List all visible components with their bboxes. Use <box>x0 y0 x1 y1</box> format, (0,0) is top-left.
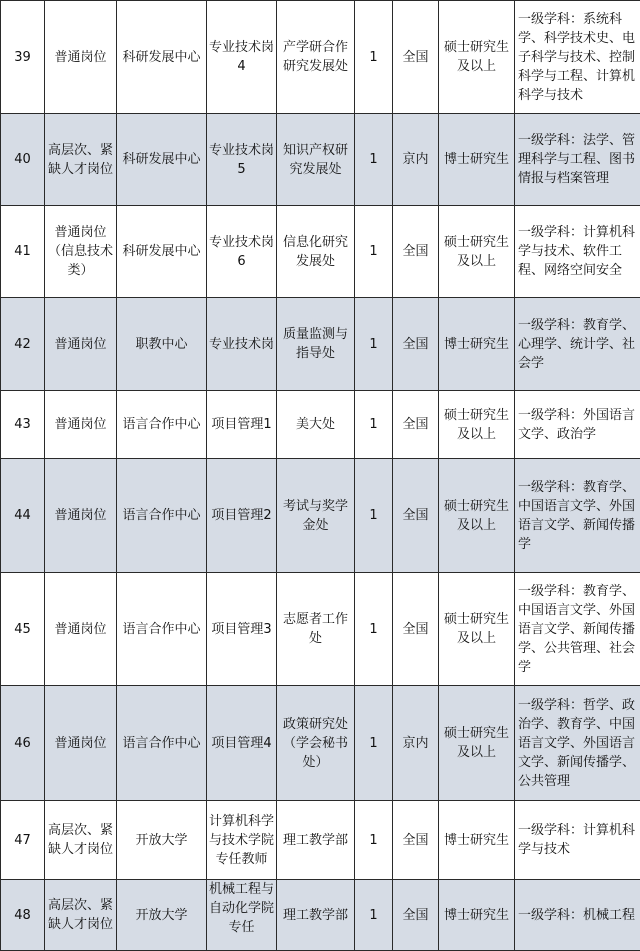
cell-scope: 全国 <box>393 298 439 391</box>
table-row <box>1 459 640 573</box>
table-row <box>1 686 640 801</box>
cell-office: 质量监测与指导处 <box>277 298 355 391</box>
cell-edu: 硕士研究生及以上 <box>439 686 515 801</box>
cell-post: 计算机科学与技术学院专任教师 <box>207 801 277 880</box>
cell-scope: 全国 <box>393 1 439 114</box>
cell-post: 专业技术岗5 <box>207 114 277 206</box>
cell-major: 一级学科：教育学、中国语言文学、外国语言文学、新闻传播学、公共管理、社会学 <box>515 573 640 686</box>
table-row <box>1 391 640 459</box>
cell-post: 项目管理1 <box>207 391 277 459</box>
cell-major: 一级学科：系统科学、科学技术史、电子科学与技术、控制科学与工程、计算机科学与技术 <box>515 1 640 114</box>
cell-post: 项目管理4 <box>207 686 277 801</box>
table-row <box>1 114 640 206</box>
cell-post: 项目管理2 <box>207 459 277 573</box>
table-row <box>1 573 640 686</box>
cell-post: 项目管理3 <box>207 573 277 686</box>
cell-count: 1 <box>355 391 393 459</box>
cell-major: 一级学科：教育学、心理学、统计学、社会学 <box>515 298 640 391</box>
cell-scope: 全国 <box>393 206 439 298</box>
cell-office: 信息化研究发展处 <box>277 206 355 298</box>
cell-no: 40 <box>1 114 45 206</box>
cell-scope: 全国 <box>393 459 439 573</box>
cell-dept: 语言合作中心 <box>117 459 207 573</box>
table-row <box>1 298 640 391</box>
table-row <box>1 880 640 951</box>
cell-dept: 开放大学 <box>117 880 207 951</box>
cell-type: 普通岗位 <box>45 573 117 686</box>
cell-office: 产学研合作研究发展处 <box>277 1 355 114</box>
cell-scope: 京内 <box>393 686 439 801</box>
cell-edu: 博士研究生 <box>439 114 515 206</box>
cell-edu: 博士研究生 <box>439 298 515 391</box>
cell-count: 1 <box>355 801 393 880</box>
cell-post: 专业技术岗6 <box>207 206 277 298</box>
cell-type: 普通岗位 <box>45 686 117 801</box>
cell-dept: 语言合作中心 <box>117 686 207 801</box>
cell-count: 1 <box>355 1 393 114</box>
cell-office: 政策研究处（学会秘书处） <box>277 686 355 801</box>
cell-no: 44 <box>1 459 45 573</box>
cell-scope: 京内 <box>393 114 439 206</box>
cell-major: 一级学科：外国语言文学、政治学 <box>515 391 640 459</box>
cell-office: 理工教学部 <box>277 880 355 951</box>
cell-scope: 全国 <box>393 573 439 686</box>
cell-count: 1 <box>355 206 393 298</box>
cell-no: 47 <box>1 801 45 880</box>
cell-count: 1 <box>355 298 393 391</box>
cell-no: 43 <box>1 391 45 459</box>
cell-major: 一级学科：哲学、政治学、教育学、中国语言文学、外国语言文学、新闻传播学、公共管理 <box>515 686 640 801</box>
cell-major: 一级学科：教育学、中国语言文学、外国语言文学、新闻传播学 <box>515 459 640 573</box>
cell-no: 42 <box>1 298 45 391</box>
cell-count: 1 <box>355 459 393 573</box>
cell-count: 1 <box>355 686 393 801</box>
table-row <box>1 1 640 114</box>
cell-no: 46 <box>1 686 45 801</box>
cell-post: 专业技术岗 <box>207 298 277 391</box>
cell-type: 普通岗位 <box>45 391 117 459</box>
cell-no: 41 <box>1 206 45 298</box>
cell-edu: 硕士研究生及以上 <box>439 391 515 459</box>
cell-edu: 博士研究生 <box>439 801 515 880</box>
cell-office: 考试与奖学金处 <box>277 459 355 573</box>
cell-edu: 博士研究生 <box>439 880 515 951</box>
cell-office: 理工教学部 <box>277 801 355 880</box>
cell-major: 一级学科：机械工程 <box>515 880 640 951</box>
cell-type: 普通岗位 <box>45 298 117 391</box>
cell-scope: 全国 <box>393 801 439 880</box>
cell-edu: 硕士研究生及以上 <box>439 206 515 298</box>
table-row <box>1 801 640 880</box>
cell-count: 1 <box>355 880 393 951</box>
cell-major: 一级学科：法学、管理科学与工程、图书情报与档案管理 <box>515 114 640 206</box>
cell-type: 普通岗位 <box>45 1 117 114</box>
cell-type: 高层次、紧缺人才岗位 <box>45 801 117 880</box>
cell-no: 39 <box>1 1 45 114</box>
cell-dept: 科研发展中心 <box>117 1 207 114</box>
cell-count: 1 <box>355 114 393 206</box>
cell-type: 普通岗位（信息技术类） <box>45 206 117 298</box>
cell-dept: 科研发展中心 <box>117 114 207 206</box>
cell-type: 普通岗位 <box>45 459 117 573</box>
cell-no: 48 <box>1 880 45 951</box>
cell-edu: 硕士研究生及以上 <box>439 1 515 114</box>
cell-dept: 职教中心 <box>117 298 207 391</box>
cell-type: 高层次、紧缺人才岗位 <box>45 114 117 206</box>
cell-office: 志愿者工作处 <box>277 573 355 686</box>
cell-scope: 全国 <box>393 391 439 459</box>
cell-dept: 科研发展中心 <box>117 206 207 298</box>
cell-no: 45 <box>1 573 45 686</box>
cell-edu: 硕士研究生及以上 <box>439 459 515 573</box>
cell-dept: 语言合作中心 <box>117 391 207 459</box>
cell-dept: 语言合作中心 <box>117 573 207 686</box>
cell-major: 一级学科：计算机科学与技术 <box>515 801 640 880</box>
cell-type: 高层次、紧缺人才岗位 <box>45 880 117 951</box>
cell-post: 机械工程与自动化学院专任 <box>207 880 277 951</box>
cell-office: 知识产权研究发展处 <box>277 114 355 206</box>
table-row <box>1 206 640 298</box>
cell-count: 1 <box>355 573 393 686</box>
cell-scope: 全国 <box>393 880 439 951</box>
cell-office: 美大处 <box>277 391 355 459</box>
cell-edu: 硕士研究生及以上 <box>439 573 515 686</box>
cell-major: 一级学科：计算机科学与技术、软件工程、网络空间安全 <box>515 206 640 298</box>
cell-post: 专业技术岗4 <box>207 1 277 114</box>
cell-dept: 开放大学 <box>117 801 207 880</box>
